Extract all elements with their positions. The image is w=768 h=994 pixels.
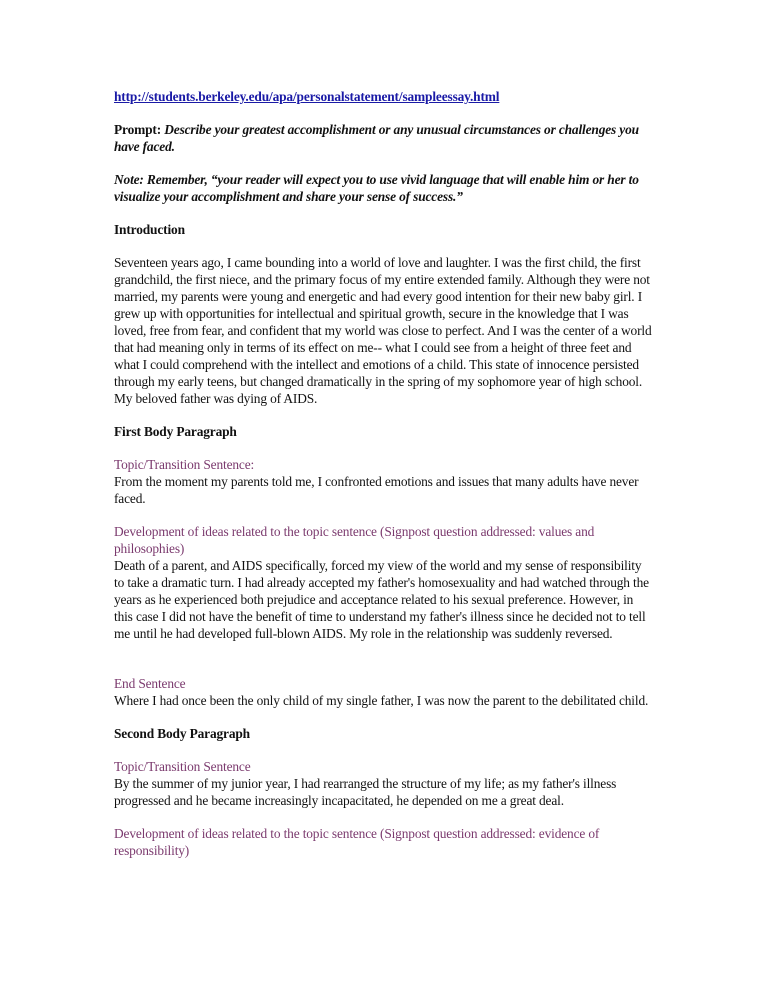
first-body-development-text: Death of a parent, and AIDS specifically, forced my view of the world and my sense of responsibility to take a dramatic turn. I had already accepted my father's homosexuality and had watched through the years as he experienced both prejudice and acceptance related to his sexual preference. However, in this case I did not have the benefit of time to understand my father's illness since he decided not to tell me until he had developed full-blown AIDS. My role in the relationship was suddenly reversed. [114,558,649,641]
note-paragraph: Note: Remember, “your reader will expect you to use vivid language that will enable him or her to visualize your accomplishment and share your sense of success.” [114,172,639,204]
first-body-heading: First Body Paragraph [114,424,237,439]
prompt-text: Describe your greatest accomplishment or any unusual circumstances or challenges you have faced. [114,122,639,154]
second-body-heading: Second Body Paragraph [114,726,250,741]
blank-line [114,658,654,675]
prompt-label: Prompt: [114,122,162,137]
introduction-heading: Introduction [114,222,185,237]
source-url-link[interactable]: http://students.berkeley.edu/apa/personalstatement/sampleessay.html [114,89,500,104]
first-body-topic-text: From the moment my parents told me, I confronted emotions and issues that many adults have never faced. [114,474,639,506]
document-page [114,88,654,875]
second-body-topic-text: By the summer of my junior year, I had rearranged the structure of my life; as my father's illness progressed and he became increasingly incapacitated, he depended on me a great deal. [114,776,617,808]
first-body-topic-block [114,456,654,507]
introduction-text: Seventeen years ago, I came bounding into a world of love and laughter. I was the first child, the first grandchild, the first niece, and the primary focus of my entire extended family. Although they were not married, my parents were young and energetic and had every good intention for their new baby girl. I grew up with opportunities for intellectual and spiritual growth, secure in the knowledge that I was loved, free from fear, and confident that my world was close to perfect. And I was the center of a world that had meaning only in terms of its effect on me-- what I could see from a height of three feet and what I could comprehend with the intellect and emotions of a child. This state of innocence persisted through my early teens, but changed dramatically in the spring of my sophomore year of high school. My beloved father was dying of AIDS. [114,255,652,406]
first-body-end-label: End Sentence [114,676,186,691]
prompt-paragraph [114,121,654,155]
first-body-development-label: Development of ideas related to the topic sentence (Signpost question addressed: values and philosophies) [114,524,595,556]
second-body-development-label: Development of ideas related to the topic sentence (Signpost question addressed: evidence of responsibility) [114,826,600,858]
second-body-topic-label: Topic/Transition Sentence [114,759,251,774]
first-body-development-block [114,523,654,642]
second-body-development-block [114,825,654,859]
first-body-end-block [114,675,654,709]
source-url-line [114,88,654,105]
first-body-end-text: Where I had once been the only child of my single father, I was now the parent to the debilitated child. [114,693,649,708]
second-body-topic-block [114,758,654,809]
first-body-topic-label: Topic/Transition Sentence: [114,457,255,472]
